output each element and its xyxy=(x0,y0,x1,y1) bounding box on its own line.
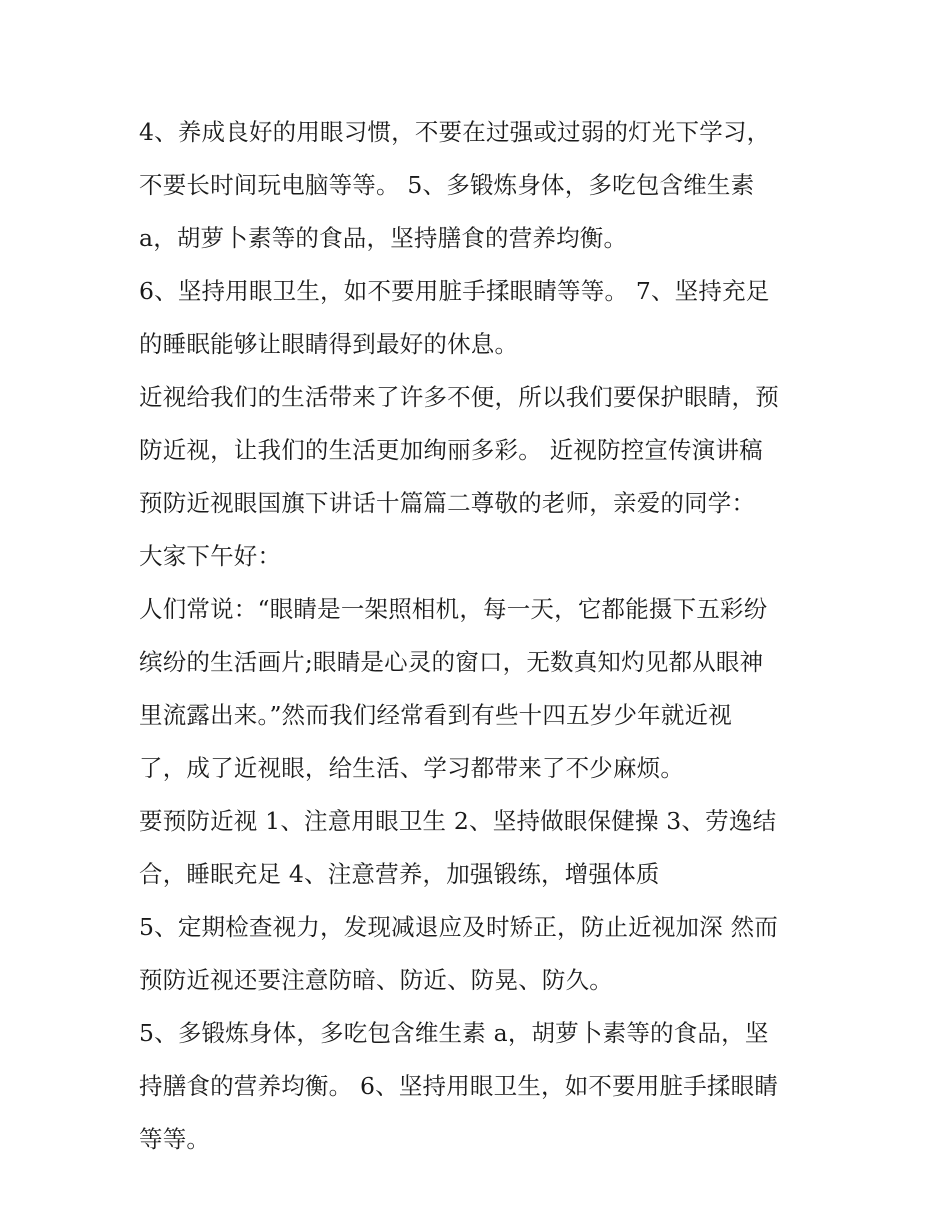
text-line: 人们常说：“眼睛是一架照相机，每一天，它都能摄下五彩纷 xyxy=(139,595,768,623)
text-line: 持膳食的营养均衡。 6、坚持用眼卫生，如不要用脏手揉眼睛 xyxy=(139,1072,779,1100)
text-line: 6、坚持用眼卫生，如不要用脏手揉眼睛等等。 7、坚持充足 xyxy=(139,277,770,305)
text-line: 5、多锻炼身体，多吃包含维生素 a，胡萝卜素等的食品，坚 xyxy=(139,1019,769,1047)
text-line: 防近视，让我们的生活更加绚丽多彩。 近视防控宣传演讲稿 xyxy=(139,436,763,464)
text-line: 预防近视眼国旗下讲话十篇篇二尊敬的老师，亲爱的同学： xyxy=(139,489,756,517)
text-line: 里流露出来。”然而我们经常看到有些十四五岁少年就近视 xyxy=(139,701,732,729)
text-line: a，胡萝卜素等的食品，坚持膳食的营养均衡。 xyxy=(139,224,628,252)
text-line: 的睡眠能够让眼睛得到最好的休息。 xyxy=(139,330,519,358)
text-line: 等等。 xyxy=(139,1125,211,1153)
text-line: 合，睡眠充足 4、注意营养，加强锻练，增强体质 xyxy=(139,860,660,888)
text-line: 5、定期检查视力，发现减退应及时矫正，防止近视加深 然而 xyxy=(139,913,779,941)
text-line: 预防近视还要注意防暗、防近、防晃、防久。 xyxy=(139,966,613,994)
text-line: 近视给我们的生活带来了许多不便，所以我们要保护眼睛，预 xyxy=(139,383,779,411)
text-line: 缤纷的生活画片;眼睛是心灵的窗口，无数真知灼见都从眼神 xyxy=(139,648,764,676)
text-line: 大家下午好： xyxy=(139,542,282,570)
body-text xyxy=(139,106,829,1166)
text-line: 不要长时间玩电脑等等。 5、多锻炼身体，多吃包含维生素 xyxy=(139,171,755,199)
text-line: 要预防近视 1、注意用眼卫生 2、坚持做眼保健操 3、劳逸结 xyxy=(139,807,777,835)
text-line: 4、养成良好的用眼习惯，不要在过强或过弱的灯光下学习， xyxy=(139,118,771,146)
text-line: 了，成了近视眼，给生活、学习都带来了不少麻烦。 xyxy=(139,754,685,782)
